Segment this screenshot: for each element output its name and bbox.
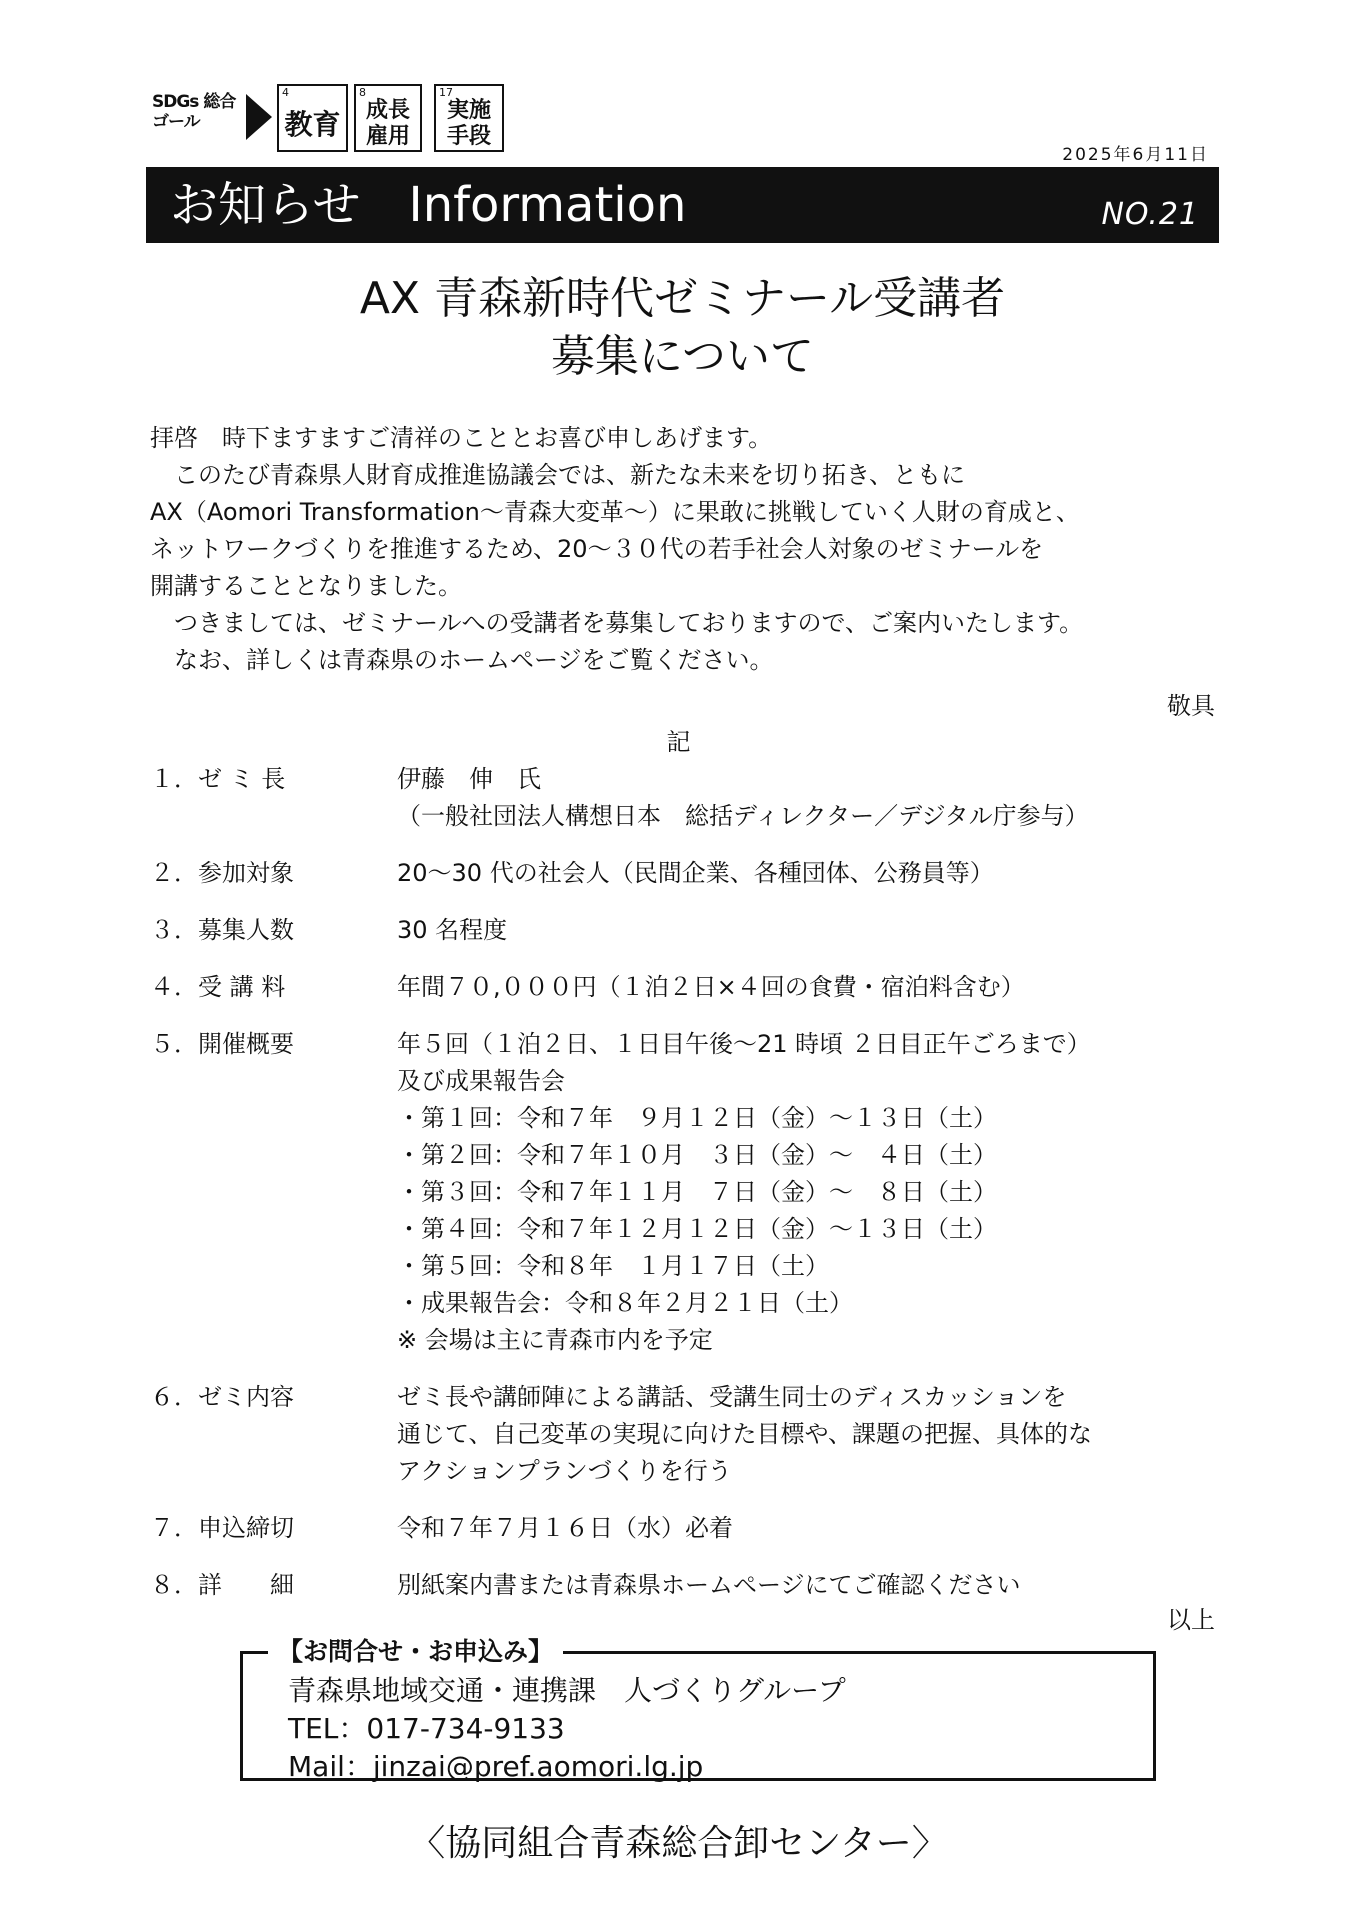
item-1: [150, 761, 1225, 835]
letter-body: [150, 420, 1225, 679]
item-line: （一般社団法人構想日本 総括ディレクター／デジタル庁参与）: [397, 802, 1089, 830]
body-line: なお、詳しくは青森県のホームページをご覧ください。: [150, 646, 774, 674]
document-title-line-2: 募集について: [550, 331, 815, 382]
banner-title: お知らせ Information: [170, 177, 687, 233]
item-4: [150, 969, 1225, 1006]
item-value: [397, 1567, 1225, 1604]
item-line: 年間７０,０００円（１泊２日×４回の食費・宿泊料含む）: [397, 973, 1025, 1001]
sdg-goal-4: [277, 84, 348, 152]
item-line: 伊藤 伸 氏: [397, 765, 541, 793]
item-6: [150, 1379, 1225, 1490]
contact-department: 青森県地域交通・連携課 人づくりグループ: [288, 1674, 846, 1707]
item-label: ２．参加対象: [150, 859, 294, 887]
body-line: 開講することとなりました。: [150, 572, 462, 600]
item-value: [397, 855, 1225, 892]
item-label: ４．受 講 料: [150, 973, 286, 1001]
item-label: ６．ゼミ内容: [150, 1383, 294, 1411]
sdgs-label: SDGs 総合ゴール: [152, 92, 236, 132]
item-list: [150, 761, 1225, 1604]
footer-organization: 〈協同組合青森総合卸センター〉: [409, 1823, 948, 1864]
item-5: [150, 1026, 1225, 1359]
item-label: ８．詳 細: [150, 1571, 294, 1599]
header-banner: [146, 167, 1219, 243]
sdg-goal-17: [434, 84, 504, 152]
sdg-goal-text: 成長 雇用: [365, 98, 410, 149]
item-line: ・第３回：令和７年１１月 ７日（金）〜 ８日（土）: [397, 1178, 997, 1206]
sdg-goal-text: 実施 手段: [446, 98, 491, 149]
item-value: [397, 1026, 1225, 1359]
ki-marker: 記: [666, 728, 691, 756]
body-line: 拝啓 時下ますますご清祥のこととお喜び申しあげます。: [150, 424, 773, 452]
item-line: ※ 会場は主に青森市内を予定: [397, 1326, 713, 1354]
item-line: ・第５回：令和８年 １月１７日（土）: [397, 1252, 829, 1280]
sdg-goal-number: 4: [282, 86, 289, 99]
item-line: 令和７年７月１６日（水）必着: [397, 1514, 733, 1542]
item-line: アクションプランづくりを行う: [397, 1457, 732, 1485]
item-7: [150, 1510, 1225, 1547]
sdg-goal-number: 17: [439, 86, 453, 99]
item-line: ・第２回：令和７年１０月 ３日（金）〜 ４日（土）: [397, 1141, 997, 1169]
item-line: 30 名程度: [397, 916, 508, 944]
item-line: ゼミ長や講師陣による講話、受講生同士のディスカッションを: [397, 1383, 1067, 1411]
arrow-icon: [246, 94, 272, 140]
item-8: [150, 1567, 1225, 1604]
item-line: ・第１回：令和７年 ９月１２日（金）〜１３日（土）: [397, 1104, 997, 1132]
item-label: ３．募集人数: [150, 916, 294, 944]
item-line: 通じて、自己変革の実現に向けた目標や、課題の把握、具体的な: [397, 1420, 1093, 1448]
item-2: [150, 855, 1225, 892]
item-line: ・成果報告会：令和８年２月２１日（土）: [397, 1289, 853, 1317]
item-line: 別紙案内書または青森県ホームページにてご確認ください: [397, 1571, 1021, 1599]
item-value: [397, 1510, 1225, 1547]
body-line: ネットワークづくりを推進するため、20〜３０代の若手社会人対象のゼミナールを: [150, 535, 1044, 563]
body-line: このたび青森県人財育成推進協議会では、新たな未来を切り拓き、ともに: [150, 461, 966, 489]
item-line: 年５回（１泊２日、１日目午後〜21 時頃 ２日目正午ごろまで）: [397, 1030, 1091, 1058]
item-line: 及び成果報告会: [397, 1067, 565, 1095]
issue-date: 2025年6月11日: [1062, 145, 1209, 165]
contact-mail: Mail：jinzai@pref.aomori.lg.jp: [288, 1750, 704, 1783]
closing-keigu: 敬具: [1167, 692, 1215, 720]
sdg-goal-text: 教育: [284, 108, 341, 141]
banner-number: NO.21: [1101, 197, 1199, 232]
sdg-goal-8: [354, 84, 422, 152]
body-line: つきましては、ゼミナールへの受講者を募集しておりますので、ご案内いたします。: [150, 609, 1084, 637]
item-line: 20〜30 代の社会人（民間企業、各種団体、公務員等）: [397, 859, 994, 887]
body-line: AX（Aomori Transformation〜青森大変革〜）に果敢に挑戦していく人財の育成と、: [150, 498, 1080, 526]
sdg-goal-number: 8: [359, 86, 366, 99]
item-value: [397, 761, 1225, 835]
item-value: [397, 912, 1225, 949]
item-value: [397, 1379, 1225, 1490]
item-label: ７．申込締切: [150, 1514, 294, 1542]
item-line: ・第４回：令和７年１２月１２日（金）〜１３日（土）: [397, 1215, 997, 1243]
contact-title: 【お問合せ・お申込み】: [268, 1632, 563, 1668]
item-label: １．ゼ ミ 長: [150, 765, 286, 793]
item-3: [150, 912, 1225, 949]
contact-tel: TEL：017-734-9133: [288, 1712, 565, 1745]
item-value: [397, 969, 1225, 1006]
contact-details: [288, 1672, 846, 1786]
item-label: ５．開催概要: [150, 1030, 294, 1058]
closing-ijo: 以上: [1167, 1606, 1215, 1634]
document-title-line-1: AX 青森新時代ゼミナール受講者: [359, 273, 1006, 324]
